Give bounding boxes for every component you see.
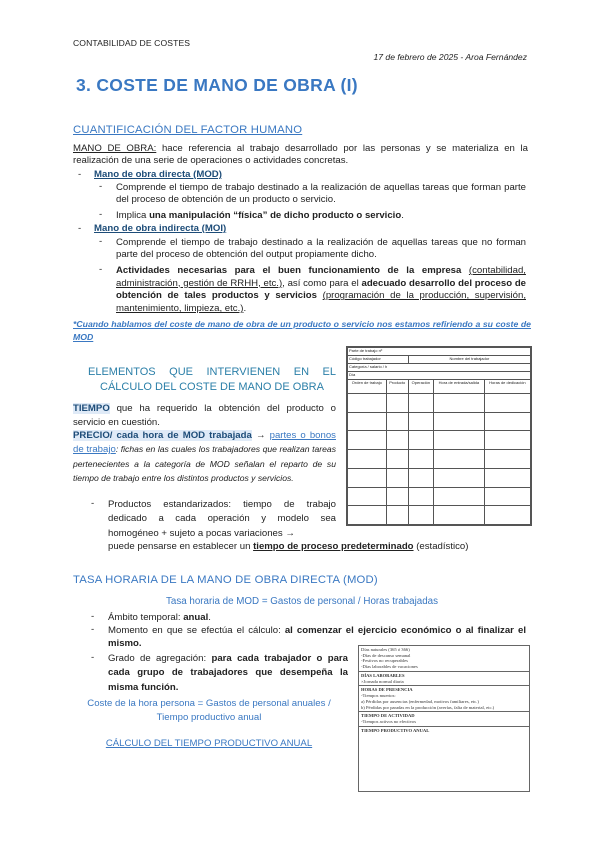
moi-sub-1: - Comprende el tiempo de trabajo destinado a la realización de aquellas tareas que no forman parte del proceso de obtención del output propiamente dicho. <box>99 236 526 261</box>
form-section: TIEMPO DE ACTIVIDAD -Tiempos activos no efectivos <box>359 711 529 725</box>
productos-bullet: - Productos estandarizados: tiempo de trabajo dedicado a cada operación y modelo sea homogéneo + sujeto a pocas variaciones → <box>91 498 336 539</box>
formula-coste-hora: Coste de la hora persona = Gastos de personal anuales / Tiempo productivo anual <box>87 698 331 723</box>
mod-sub-2: - Implica una manipulación “física” de dicho producto o servicio. <box>99 209 404 221</box>
column-header: Horas de dedicación <box>484 380 530 394</box>
section-heading-tasa-horaria: TASA HORARIA DE LA MANO DE OBRA DIRECTA (MOD) <box>73 574 378 586</box>
column-header: Operación <box>408 380 433 394</box>
page-title: 3. COSTE DE MANO DE OBRA (I) <box>76 75 358 95</box>
date-author: 17 de febrero de 2025 - Aroa Fernández <box>373 52 527 62</box>
dash-marker: - <box>99 264 103 275</box>
term-precio: PRECIO/ cada hora de MOD trabajada <box>73 430 252 441</box>
intro-paragraph: MANO DE OBRA: hace referencia al trabajo desarrollado por las personas y se materializa en la realización de una serie de operaciones o actividades concretas. <box>73 143 529 167</box>
calc-heading: CÁLCULO DEL TIEMPO PRODUCTIVO ANUAL <box>105 738 313 749</box>
column-header: Hora de entrada/salida <box>433 380 484 394</box>
footnote-mod: *Cuando hablamos del coste de mano de obra de un producto o servicio nos estamos refiriendo a su coste de MOD <box>73 319 531 342</box>
dash-marker: - <box>99 181 103 192</box>
dash-marker: - <box>99 236 103 247</box>
dash-marker: - <box>78 169 82 180</box>
mod-bullet <box>78 169 222 181</box>
precio-paragraph: PRECIO/ cada hora de MOD trabajada → partes o bonos de trabajo: fichas en las cuales los trabajadores que realizan tareas pertenecientes a la categoría de MOD señalan el reparto de su tiempo de trabajo entre los distintos productos y servicios. <box>73 430 336 484</box>
term-mano-de-obra: MANO DE OBRA: <box>73 143 157 154</box>
formula-tasa-horaria: Tasa horaria de MOD = Gastos de personal / Horas trabajadas <box>165 596 438 607</box>
form-section: Días naturales (365 ó 366) -Días de descanso semanal -Festivos no recuperables -Días laborables de vacaciones <box>361 647 418 670</box>
form-row-header: Parte de trabajo nº <box>348 348 531 356</box>
form-section: HORAS DE PRESENCIA -Tiempos muertos: a) Pérdidas por ausencias (enfermedad, motivos familiares, etc.) b) Pérdidas por paradas en la producción (averías, falta de material, etc.) <box>359 685 529 711</box>
mod-label: Mano de obra directa (MOD) <box>94 169 222 180</box>
dash-marker: - <box>91 498 95 509</box>
form-section: DÍAS LABORABLES ×Jornada normal diaria <box>359 671 529 685</box>
dash-marker: - <box>78 223 82 234</box>
moi-label: Mano de obra indirecta (MOI) <box>94 223 227 234</box>
term-tiempo: TIEMPO <box>73 403 110 414</box>
tiempo-paragraph: TIEMPO que ha requerido la obtención del producto o servicio en cuestión. <box>73 403 336 428</box>
section-heading-elementos: ELEMENTOS QUE INTERVIENEN EN EL CÁLCULO DEL COSTE DE MANO DE OBRA <box>88 366 336 394</box>
running-header: CONTABILIDAD DE COSTES <box>73 38 191 48</box>
mod-sub-1: - Comprende el tiempo de trabajo destinado a la realización de aquellas tareas que forman parte del proceso de obtención de un producto o servicio. <box>99 181 526 206</box>
form-cell: Día <box>348 372 531 380</box>
moi-bullet <box>78 223 227 235</box>
partes-bonos-link: partes o bonos de trabajo <box>73 430 336 456</box>
column-header: Orden de trabajo <box>348 380 387 394</box>
productos-bullet-cont: puede pensarse en establecer un tiempo de proceso predeterminado (estadístico) <box>108 541 469 552</box>
dash-marker: - <box>99 209 103 220</box>
tiempo-productivo-form <box>358 645 530 792</box>
bullet-grado: - Grado de agregación: para cada trabajador o para cada grupo de trabajadores que desempeña la misma función. <box>91 652 348 693</box>
form-section: TIEMPO PRODUCTIVO ANUAL <box>359 726 529 735</box>
column-header: Producto <box>386 380 408 394</box>
bullet-momento: - Momento en que se efectúa el cálculo: al comenzar el ejercicio económico o al finalizar el mismo. <box>91 624 526 649</box>
parte-de-trabajo-form <box>346 346 532 526</box>
form-cell: Nombre del trabajador <box>408 356 530 364</box>
form-cell: Categoría / salario / h <box>348 364 531 372</box>
bullet-ambito: - Ámbito temporal: anual. <box>91 611 211 623</box>
moi-sub-2: - Actividades necesarias para el buen funcionamiento de la empresa (contabilidad, administración, gestión de RRHH, etc.), así como para el adecuado desarrollo del proceso de obtención de tales productos y servicios (programación de la producción, supervisión, mantenimiento, limpieza, etc.). <box>99 264 527 314</box>
parte-de-trabajo-table <box>347 347 531 525</box>
section-heading-cuantificacion: CUANTIFICACIÓN DEL FACTOR HUMANO <box>73 124 303 136</box>
form-cell: Código trabajador <box>348 356 409 364</box>
